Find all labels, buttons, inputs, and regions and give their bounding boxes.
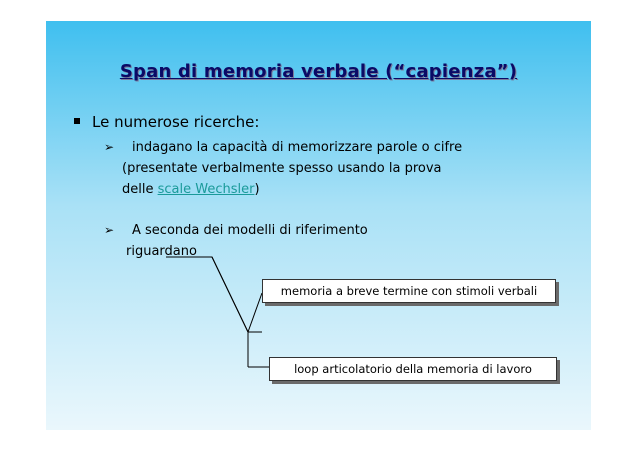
wechsler-link[interactable]: scale Wechsler bbox=[157, 182, 255, 197]
sub-bullet-1-line-1: ➢ indagano la capacità di memorizzare parole o cifre bbox=[104, 137, 462, 158]
connector-diag-box1 bbox=[248, 293, 262, 332]
sub-bullet-2-line-2: riguardano bbox=[126, 244, 197, 259]
main-bullet-text: Le numerose ricerche: bbox=[92, 113, 260, 131]
box-short-term-memory: memoria a breve termine con stimoli verbali bbox=[262, 279, 556, 303]
sub-bullet-2-line-1: ➢ A seconda dei modelli di riferimento bbox=[104, 220, 368, 241]
slide-title: Span di memoria verbale (“capienza”) bbox=[119, 61, 518, 82]
square-bullet-icon bbox=[74, 118, 80, 124]
main-bullet bbox=[74, 113, 259, 131]
sub-bullet-1-line-2: (presentate verbalmente spesso usando la prova bbox=[122, 161, 442, 176]
connector-riguardano bbox=[166, 257, 262, 332]
sub-bullet-2 bbox=[104, 220, 368, 262]
sub-bullet-1-line-3: delle scale Wechsler) bbox=[122, 182, 260, 197]
arrow-bullet-icon: ➢ bbox=[104, 223, 115, 237]
arrow-bullet-icon: ➢ bbox=[104, 140, 115, 154]
box-articulatory-loop: loop articolatorio della memoria di lavoro bbox=[269, 357, 557, 381]
slide bbox=[46, 21, 591, 430]
sub-bullet-1 bbox=[104, 137, 462, 200]
connector-to-box1 bbox=[212, 257, 248, 332]
